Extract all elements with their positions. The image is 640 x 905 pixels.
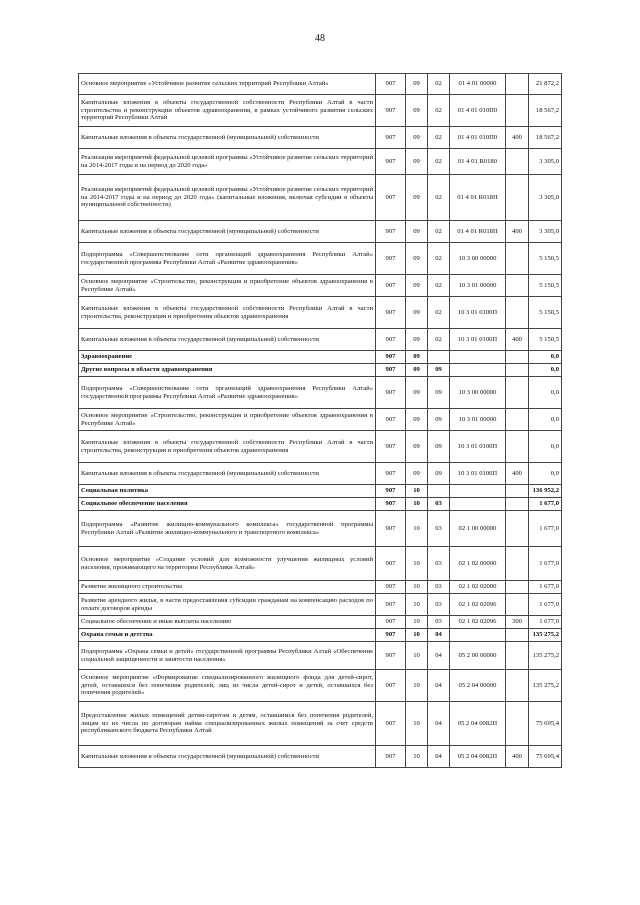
target-article-code: 10 3 01 00000 xyxy=(450,409,506,431)
admin-code: 907 xyxy=(376,547,406,581)
expense-type-code xyxy=(506,498,529,511)
subsection-code: 03 xyxy=(428,511,450,547)
row-name: Капитальные вложения в объекты государственной (муниципальной) собственности xyxy=(79,329,376,351)
table-row xyxy=(79,275,562,297)
subsection-code xyxy=(428,351,450,364)
expense-type-code xyxy=(506,409,529,431)
table-row xyxy=(79,127,562,149)
subsection-code: 03 xyxy=(428,616,450,629)
target-article-code: 10 3 01 0100П xyxy=(450,297,506,329)
row-amount: 1 677,0 xyxy=(529,594,562,616)
expense-type-code xyxy=(506,243,529,275)
row-amount: 5 150,5 xyxy=(529,243,562,275)
section-code: 09 xyxy=(406,243,428,275)
section-code: 10 xyxy=(406,616,428,629)
section-code: 10 xyxy=(406,498,428,511)
admin-code: 907 xyxy=(376,221,406,243)
expense-type-code xyxy=(506,485,529,498)
expense-type-code: 400 xyxy=(506,463,529,485)
section-code: 10 xyxy=(406,547,428,581)
expense-type-code: 400 xyxy=(506,329,529,351)
row-amount: 3 305,0 xyxy=(529,221,562,243)
expense-type-code xyxy=(506,364,529,377)
table-row xyxy=(79,511,562,547)
expense-type-code xyxy=(506,594,529,616)
target-article-code: 01 4 01 010П0 xyxy=(450,95,506,127)
admin-code: 907 xyxy=(376,297,406,329)
expense-type-code xyxy=(506,547,529,581)
row-amount: 75 695,4 xyxy=(529,702,562,746)
target-article-code: 05 2 04 0082П xyxy=(450,746,506,768)
table-row xyxy=(79,221,562,243)
budget-table xyxy=(78,73,562,768)
row-amount: 0,0 xyxy=(529,377,562,409)
row-name: Здравоохранение xyxy=(79,351,376,364)
admin-code: 907 xyxy=(376,275,406,297)
subsection-code: 02 xyxy=(428,95,450,127)
table-row xyxy=(79,175,562,221)
row-name: Подпрограмма «Совершенствование сети организаций здравоохранения Республики Алтай» государственной программы Республики Алтай «Развитие здравоохранения» xyxy=(79,377,376,409)
row-name: Реализация мероприятий федеральной целевой программы «Устойчивое развитие сельских территорий на 2014-2017 годы и на период до 2020 года» xyxy=(79,149,376,175)
row-name: Основное мероприятие «Устойчивое развитие сельских территорий Республики Алтай» xyxy=(79,74,376,95)
row-name: Основное мероприятие «Строительство, реконструкция и приобретение объектов здравоохранения в Республике Алтай» xyxy=(79,409,376,431)
target-article-code: 02 1 00 00000 xyxy=(450,511,506,547)
row-name: Социальная политика xyxy=(79,485,376,498)
section-code: 09 xyxy=(406,297,428,329)
section-code: 09 xyxy=(406,221,428,243)
target-article-code: 02 1 02 02096 xyxy=(450,594,506,616)
admin-code: 907 xyxy=(376,431,406,463)
target-article-code xyxy=(450,498,506,511)
expense-type-code: 400 xyxy=(506,221,529,243)
row-name: Капитальные вложения в объекты государственной (муниципальной) собственности xyxy=(79,221,376,243)
section-code: 09 xyxy=(406,463,428,485)
subsection-code: 09 xyxy=(428,377,450,409)
row-name: Подпрограмма «Охрана семьи и детей» государственной программы Республики Алтай «Обеспечение социальной защищенности и занятости населения» xyxy=(79,642,376,670)
table-row xyxy=(79,329,562,351)
expense-type-code xyxy=(506,297,529,329)
section-code: 10 xyxy=(406,485,428,498)
section-code: 09 xyxy=(406,351,428,364)
table-row xyxy=(79,629,562,642)
target-article-code: 01 4 01 R018П xyxy=(450,175,506,221)
section-code: 09 xyxy=(406,149,428,175)
expense-type-code: 400 xyxy=(506,746,529,768)
table-row xyxy=(79,297,562,329)
row-amount: 18 567,2 xyxy=(529,127,562,149)
row-amount: 1 677,0 xyxy=(529,581,562,594)
row-amount: 18 567,2 xyxy=(529,95,562,127)
subsection-code: 02 xyxy=(428,74,450,95)
expense-type-code xyxy=(506,74,529,95)
section-code: 10 xyxy=(406,581,428,594)
row-amount: 75 695,4 xyxy=(529,746,562,768)
admin-code: 907 xyxy=(376,616,406,629)
row-name: Подпрограмма «Развитие жилищно-коммунального комплекса» государственной программы Республики Алтай «Развитие жилищно-коммунального и транспортного комплекса» xyxy=(79,511,376,547)
admin-code: 907 xyxy=(376,629,406,642)
expense-type-code xyxy=(506,351,529,364)
admin-code: 907 xyxy=(376,511,406,547)
row-amount: 1 677,0 xyxy=(529,498,562,511)
admin-code: 907 xyxy=(376,581,406,594)
section-code: 09 xyxy=(406,275,428,297)
section-code: 09 xyxy=(406,409,428,431)
subsection-code: 02 xyxy=(428,275,450,297)
row-amount: 0,0 xyxy=(529,431,562,463)
subsection-code: 03 xyxy=(428,594,450,616)
row-name: Развитие жилищного строительства xyxy=(79,581,376,594)
row-amount: 135 275,2 xyxy=(529,629,562,642)
table-row xyxy=(79,485,562,498)
table-row xyxy=(79,581,562,594)
admin-code: 907 xyxy=(376,95,406,127)
subsection-code: 02 xyxy=(428,175,450,221)
admin-code: 907 xyxy=(376,594,406,616)
target-article-code: 05 2 04 00000 xyxy=(450,670,506,702)
admin-code: 907 xyxy=(376,127,406,149)
subsection-code: 03 xyxy=(428,547,450,581)
section-code: 10 xyxy=(406,642,428,670)
row-name: Капитальные вложения в объекты государственной собственности Республики Алтай в части строительства и реконструкции объектов здравоохранения, в рамках устойчивого развития сельских территорий Республики Алтай xyxy=(79,95,376,127)
expense-type-code xyxy=(506,629,529,642)
target-article-code: 10 3 01 0100П xyxy=(450,431,506,463)
table-row xyxy=(79,364,562,377)
table-row xyxy=(79,547,562,581)
row-amount: 3 305,0 xyxy=(529,149,562,175)
row-name: Подпрограмма «Совершенствование сети организаций здравоохранения Республики Алтай» государственной программы Республики Алтай «Развитие здравоохранения» xyxy=(79,243,376,275)
target-article-code: 02 1 02 00000 xyxy=(450,547,506,581)
table-row xyxy=(79,377,562,409)
table-row xyxy=(79,670,562,702)
subsection-code: 09 xyxy=(428,463,450,485)
row-name: Капитальные вложения в объекты государственной собственности Республики Алтай в части строительства, реконструкции и приобретения объектов здравоохранения xyxy=(79,297,376,329)
row-name: Социальное обеспечение и иные выплаты населению xyxy=(79,616,376,629)
target-article-code: 05 2 00 00000 xyxy=(450,642,506,670)
subsection-code: 02 xyxy=(428,243,450,275)
row-name: Капитальные вложения в объекты государственной (муниципальной) собственности xyxy=(79,463,376,485)
row-amount: 5 150,5 xyxy=(529,297,562,329)
row-name: Капитальные вложения в объекты государственной (муниципальной) собственности xyxy=(79,127,376,149)
subsection-code: 09 xyxy=(428,364,450,377)
target-article-code: 10 3 01 0100П xyxy=(450,329,506,351)
target-article-code: 10 3 01 00000 xyxy=(450,275,506,297)
admin-code: 907 xyxy=(376,409,406,431)
subsection-code: 02 xyxy=(428,149,450,175)
row-amount: 0,0 xyxy=(529,364,562,377)
target-article-code xyxy=(450,364,506,377)
table-row xyxy=(79,95,562,127)
row-amount: 5 150,5 xyxy=(529,275,562,297)
target-article-code: 10 3 01 0100П xyxy=(450,463,506,485)
admin-code: 907 xyxy=(376,243,406,275)
target-article-code: 01 4 01 R018П xyxy=(450,221,506,243)
table-row xyxy=(79,746,562,768)
section-code: 09 xyxy=(406,377,428,409)
admin-code: 907 xyxy=(376,175,406,221)
section-code: 10 xyxy=(406,670,428,702)
target-article-code: 02 1 02 02000 xyxy=(450,581,506,594)
page-number: 48 xyxy=(315,33,325,44)
expense-type-code xyxy=(506,581,529,594)
section-code: 09 xyxy=(406,329,428,351)
admin-code: 907 xyxy=(376,670,406,702)
subsection-code: 04 xyxy=(428,670,450,702)
table-row xyxy=(79,594,562,616)
section-code: 09 xyxy=(406,364,428,377)
subsection-code: 04 xyxy=(428,746,450,768)
subsection-code: 03 xyxy=(428,498,450,511)
target-article-code: 10 3 00 00000 xyxy=(450,377,506,409)
target-article-code xyxy=(450,485,506,498)
section-code: 10 xyxy=(406,746,428,768)
section-code: 09 xyxy=(406,127,428,149)
target-article-code xyxy=(450,351,506,364)
table-row xyxy=(79,498,562,511)
row-name: Социальное обеспечение населения xyxy=(79,498,376,511)
target-article-code xyxy=(450,629,506,642)
row-name: Реализация мероприятий федеральной целевой программы «Устойчивое развитие сельских территорий на 2014-2017 годы и на период до 2020 года» (капитальные вложения, включая субсидии в объекты муниципальной собственности) xyxy=(79,175,376,221)
table-row xyxy=(79,149,562,175)
section-code: 10 xyxy=(406,702,428,746)
subsection-code: 02 xyxy=(428,127,450,149)
admin-code: 907 xyxy=(376,149,406,175)
admin-code: 907 xyxy=(376,642,406,670)
admin-code: 907 xyxy=(376,702,406,746)
target-article-code: 01 4 01 R0180 xyxy=(450,149,506,175)
expense-type-code xyxy=(506,377,529,409)
target-article-code: 01 4 01 010П0 xyxy=(450,127,506,149)
expense-type-code xyxy=(506,175,529,221)
table-row xyxy=(79,243,562,275)
subsection-code: 04 xyxy=(428,702,450,746)
table-row xyxy=(79,409,562,431)
expense-type-code xyxy=(506,702,529,746)
section-code: 09 xyxy=(406,95,428,127)
subsection-code: 02 xyxy=(428,221,450,243)
admin-code: 907 xyxy=(376,351,406,364)
row-amount: 136 952,2 xyxy=(529,485,562,498)
row-amount: 3 305,0 xyxy=(529,175,562,221)
row-name: Основное мероприятие «Формирование специализированного жилищного фонда для детей-сирот, детей, оставшихся без попечения родителей, лиц из числа детей-сирот и детей, оставшихся без попечения родителей» xyxy=(79,670,376,702)
table-row xyxy=(79,616,562,629)
expense-type-code: 300 xyxy=(506,616,529,629)
admin-code: 907 xyxy=(376,746,406,768)
subsection-code: 09 xyxy=(428,409,450,431)
row-name: Охрана семьи и детства xyxy=(79,629,376,642)
table-row xyxy=(79,351,562,364)
row-name: Основное мероприятие «Создание условий для возможности улучшения жилищных условий населения, проживающего на территории Республики Алтай» xyxy=(79,547,376,581)
admin-code: 907 xyxy=(376,377,406,409)
row-amount: 135 275,2 xyxy=(529,642,562,670)
row-amount: 1 677,0 xyxy=(529,511,562,547)
target-article-code: 01 4 01 00000 xyxy=(450,74,506,95)
row-amount: 5 150,5 xyxy=(529,329,562,351)
target-article-code: 02 1 02 02096 xyxy=(450,616,506,629)
admin-code: 907 xyxy=(376,364,406,377)
expense-type-code xyxy=(506,642,529,670)
expense-type-code xyxy=(506,275,529,297)
row-name: Основное мероприятие «Строительство, реконструкция и приобретение объектов здравоохранения в Республике Алтай» xyxy=(79,275,376,297)
table-row xyxy=(79,702,562,746)
admin-code: 907 xyxy=(376,485,406,498)
target-article-code: 05 2 04 0082П xyxy=(450,702,506,746)
row-name: Капитальные вложения в объекты государственной (муниципальной) собственности xyxy=(79,746,376,768)
target-article-code: 10 3 00 00000 xyxy=(450,243,506,275)
section-code: 10 xyxy=(406,629,428,642)
subsection-code: 02 xyxy=(428,329,450,351)
row-amount: 0,0 xyxy=(529,351,562,364)
admin-code: 907 xyxy=(376,74,406,95)
subsection-code: 09 xyxy=(428,431,450,463)
table-row xyxy=(79,74,562,95)
admin-code: 907 xyxy=(376,498,406,511)
row-amount: 0,0 xyxy=(529,409,562,431)
subsection-code xyxy=(428,485,450,498)
section-code: 09 xyxy=(406,431,428,463)
expense-type-code xyxy=(506,670,529,702)
row-name: Капитальные вложения в объекты государственной собственности Республики Алтай в части строительства, реконструкции и приобретения объектов здравоохранения xyxy=(79,431,376,463)
row-amount: 135 275,2 xyxy=(529,670,562,702)
table-row xyxy=(79,463,562,485)
row-amount: 1 677,0 xyxy=(529,547,562,581)
subsection-code: 03 xyxy=(428,581,450,594)
section-code: 10 xyxy=(406,511,428,547)
expense-type-code: 400 xyxy=(506,127,529,149)
expense-type-code xyxy=(506,511,529,547)
row-amount: 1 677,0 xyxy=(529,616,562,629)
admin-code: 907 xyxy=(376,329,406,351)
budget-table-body xyxy=(79,74,562,768)
row-amount: 0,0 xyxy=(529,463,562,485)
row-name: Предоставление жилых помещений детям-сиротам и детям, оставшимся без попечения родителей, лицам из их числа по договорам найма специализированных жилых помещений за счет средств республиканского бюджета Республики Алтай xyxy=(79,702,376,746)
row-name: Развитие арендного жилья, в части предоставления субсидии гражданам на компенсацию расходов по оплате договоров аренды xyxy=(79,594,376,616)
section-code: 10 xyxy=(406,594,428,616)
expense-type-code xyxy=(506,431,529,463)
table-row xyxy=(79,642,562,670)
subsection-code: 04 xyxy=(428,642,450,670)
section-code: 09 xyxy=(406,74,428,95)
row-name: Другие вопросы в области здравоохранения xyxy=(79,364,376,377)
admin-code: 907 xyxy=(376,463,406,485)
table-row xyxy=(79,431,562,463)
subsection-code: 04 xyxy=(428,629,450,642)
expense-type-code xyxy=(506,95,529,127)
section-code: 09 xyxy=(406,175,428,221)
expense-type-code xyxy=(506,149,529,175)
row-amount: 21 872,2 xyxy=(529,74,562,95)
subsection-code: 02 xyxy=(428,297,450,329)
